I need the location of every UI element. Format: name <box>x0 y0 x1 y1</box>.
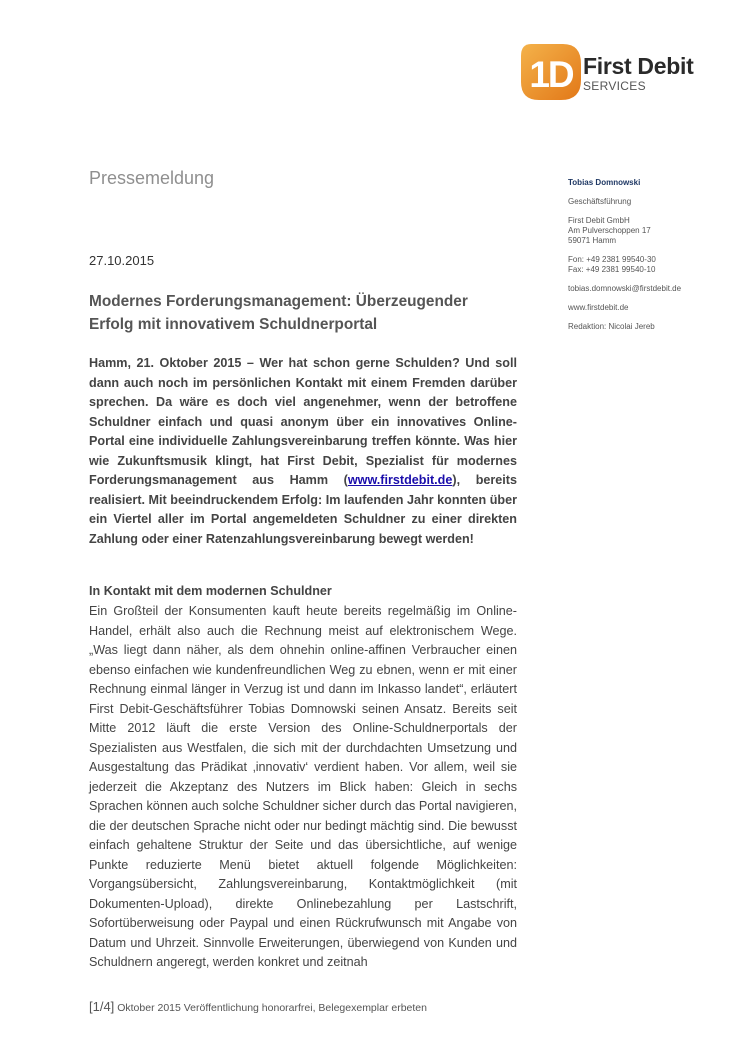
contact-website[interactable]: www.firstdebit.de <box>568 303 629 312</box>
document-type-heading: Pressemeldung <box>89 168 215 188</box>
logo-mark-text: 1D <box>529 54 573 95</box>
contact-name: Tobias Domnowski <box>568 178 641 187</box>
lead-text-2: ), bereits realisiert. Mit beeindruckendem Erfolg: Im laufenden Jahr konnten über ein Viertel aller im Portal angemeldeten Schuldner zu einer direkten Zahlung oder einer Ratenzahlungsvereinbarung bewegt werden! <box>89 473 517 546</box>
editor-credit: Redaktion: Nicolai Jereb <box>568 322 655 331</box>
website-link[interactable]: www.firstdebit.de <box>347 473 453 487</box>
contact-company: First Debit GmbH <box>568 216 630 225</box>
contact-city: 59071 Hamm <box>568 236 617 245</box>
section-heading: In Kontakt mit dem modernen Schuldner <box>89 584 332 598</box>
lead-paragraph <box>89 354 517 549</box>
contact-fax: Fax: +49 2381 99540-10 <box>568 265 656 274</box>
logo-wordmark <box>583 54 693 93</box>
release-date: 27.10.2015 <box>89 253 155 268</box>
body-paragraph: Ein Großteil der Konsumenten kauft heute bereits regelmäßig im Online-Handel, erhält also auch die Rechnung meist auf elektronischem Wege. „Was liegt dann näher, als dem ohnehin online-affinen Verbraucher einen ebenso einfachen wie kundenfreundlichen Weg zu ebnen, wenn er mit einer Rechnung einmal länger in Verzug ist und dann im Inkasso landet“, erläutert First Debit-Geschäftsführer Tobias Domnowski seinen Ansatz. Bereits seit Mitte 2012 läuft die erste Version des Online-Schuldnerportals der Spezialisten aus Westfalen, die sich mit der durchdachten Umsetzung und Ausgestaltung das Prädikat ‚innovativ‘ verdient haben. Vor allem, weil sie jederzeit die Akzeptanz des Nutzers im Blick haben: Gleich in sechs Sprachen können auch solche Schuldner sicher durch das Portal navigieren, die der deutschen Sprache nicht oder nur bedingt mächtig sind. Die bewusst einfach gehaltene Struktur der Seite und das übersichtliche, auf wenige Punkte reduzierte Menü bietet aktuell folgende Möglichkeiten: Vorgangsübersicht, Zahlungsvereinbarung, Kontaktmöglichkeit (mit Dokumenten-Upload), direkte Onlinebezahlung per Lastschrift, Sofortüberweisung oder Paypal und einen Rückrufwunsch mit Angabe von Datum und Uhrzeit. Sinnvolle Erweiterungen, überwiegend von Kunden und Schuldnern angeregt, werden konkret und zeitnah <box>89 604 517 969</box>
contact-street: Am Pulverschoppen 17 <box>568 226 651 235</box>
contact-phone: Fon: +49 2381 99540-30 <box>568 255 656 264</box>
press-headline: Modernes Forderungsmanagement: Überzeugender Erfolg mit innovativem Schuldnerportal <box>89 293 468 333</box>
logo-name: First Debit <box>583 53 694 79</box>
lead-text-1: Hamm, 21. Oktober 2015 – Wer hat schon gerne Schulden? Und soll dann auch noch im persönlichen Kontakt mit einem Fremden darüber sprechen. Da wäre es doch viel angenehmer, wenn der betroffene Schuldner einfach und quasi anonym über ein innovatives Online-Portal eine individuelle Zahlungsvereinbarung treffen könnte. Was hier wie Zukunftsmusik klingt, hat First Debit, Spezialist für modernes Forderungsmanagement aus Hamm ( <box>89 356 517 487</box>
page-number: [1/4] <box>89 999 115 1014</box>
contact-sidebar <box>568 178 738 332</box>
footer-text: Oktober 2015 Veröffentlichung honorarfrei, Belegexemplar erbeten <box>117 1002 427 1014</box>
logo-subtitle: SERVICES <box>583 79 646 93</box>
contact-role: Geschäftsführung <box>568 197 632 206</box>
contact-email[interactable]: tobias.domnowski@firstdebit.de <box>568 284 682 293</box>
page-footer <box>89 999 427 1014</box>
